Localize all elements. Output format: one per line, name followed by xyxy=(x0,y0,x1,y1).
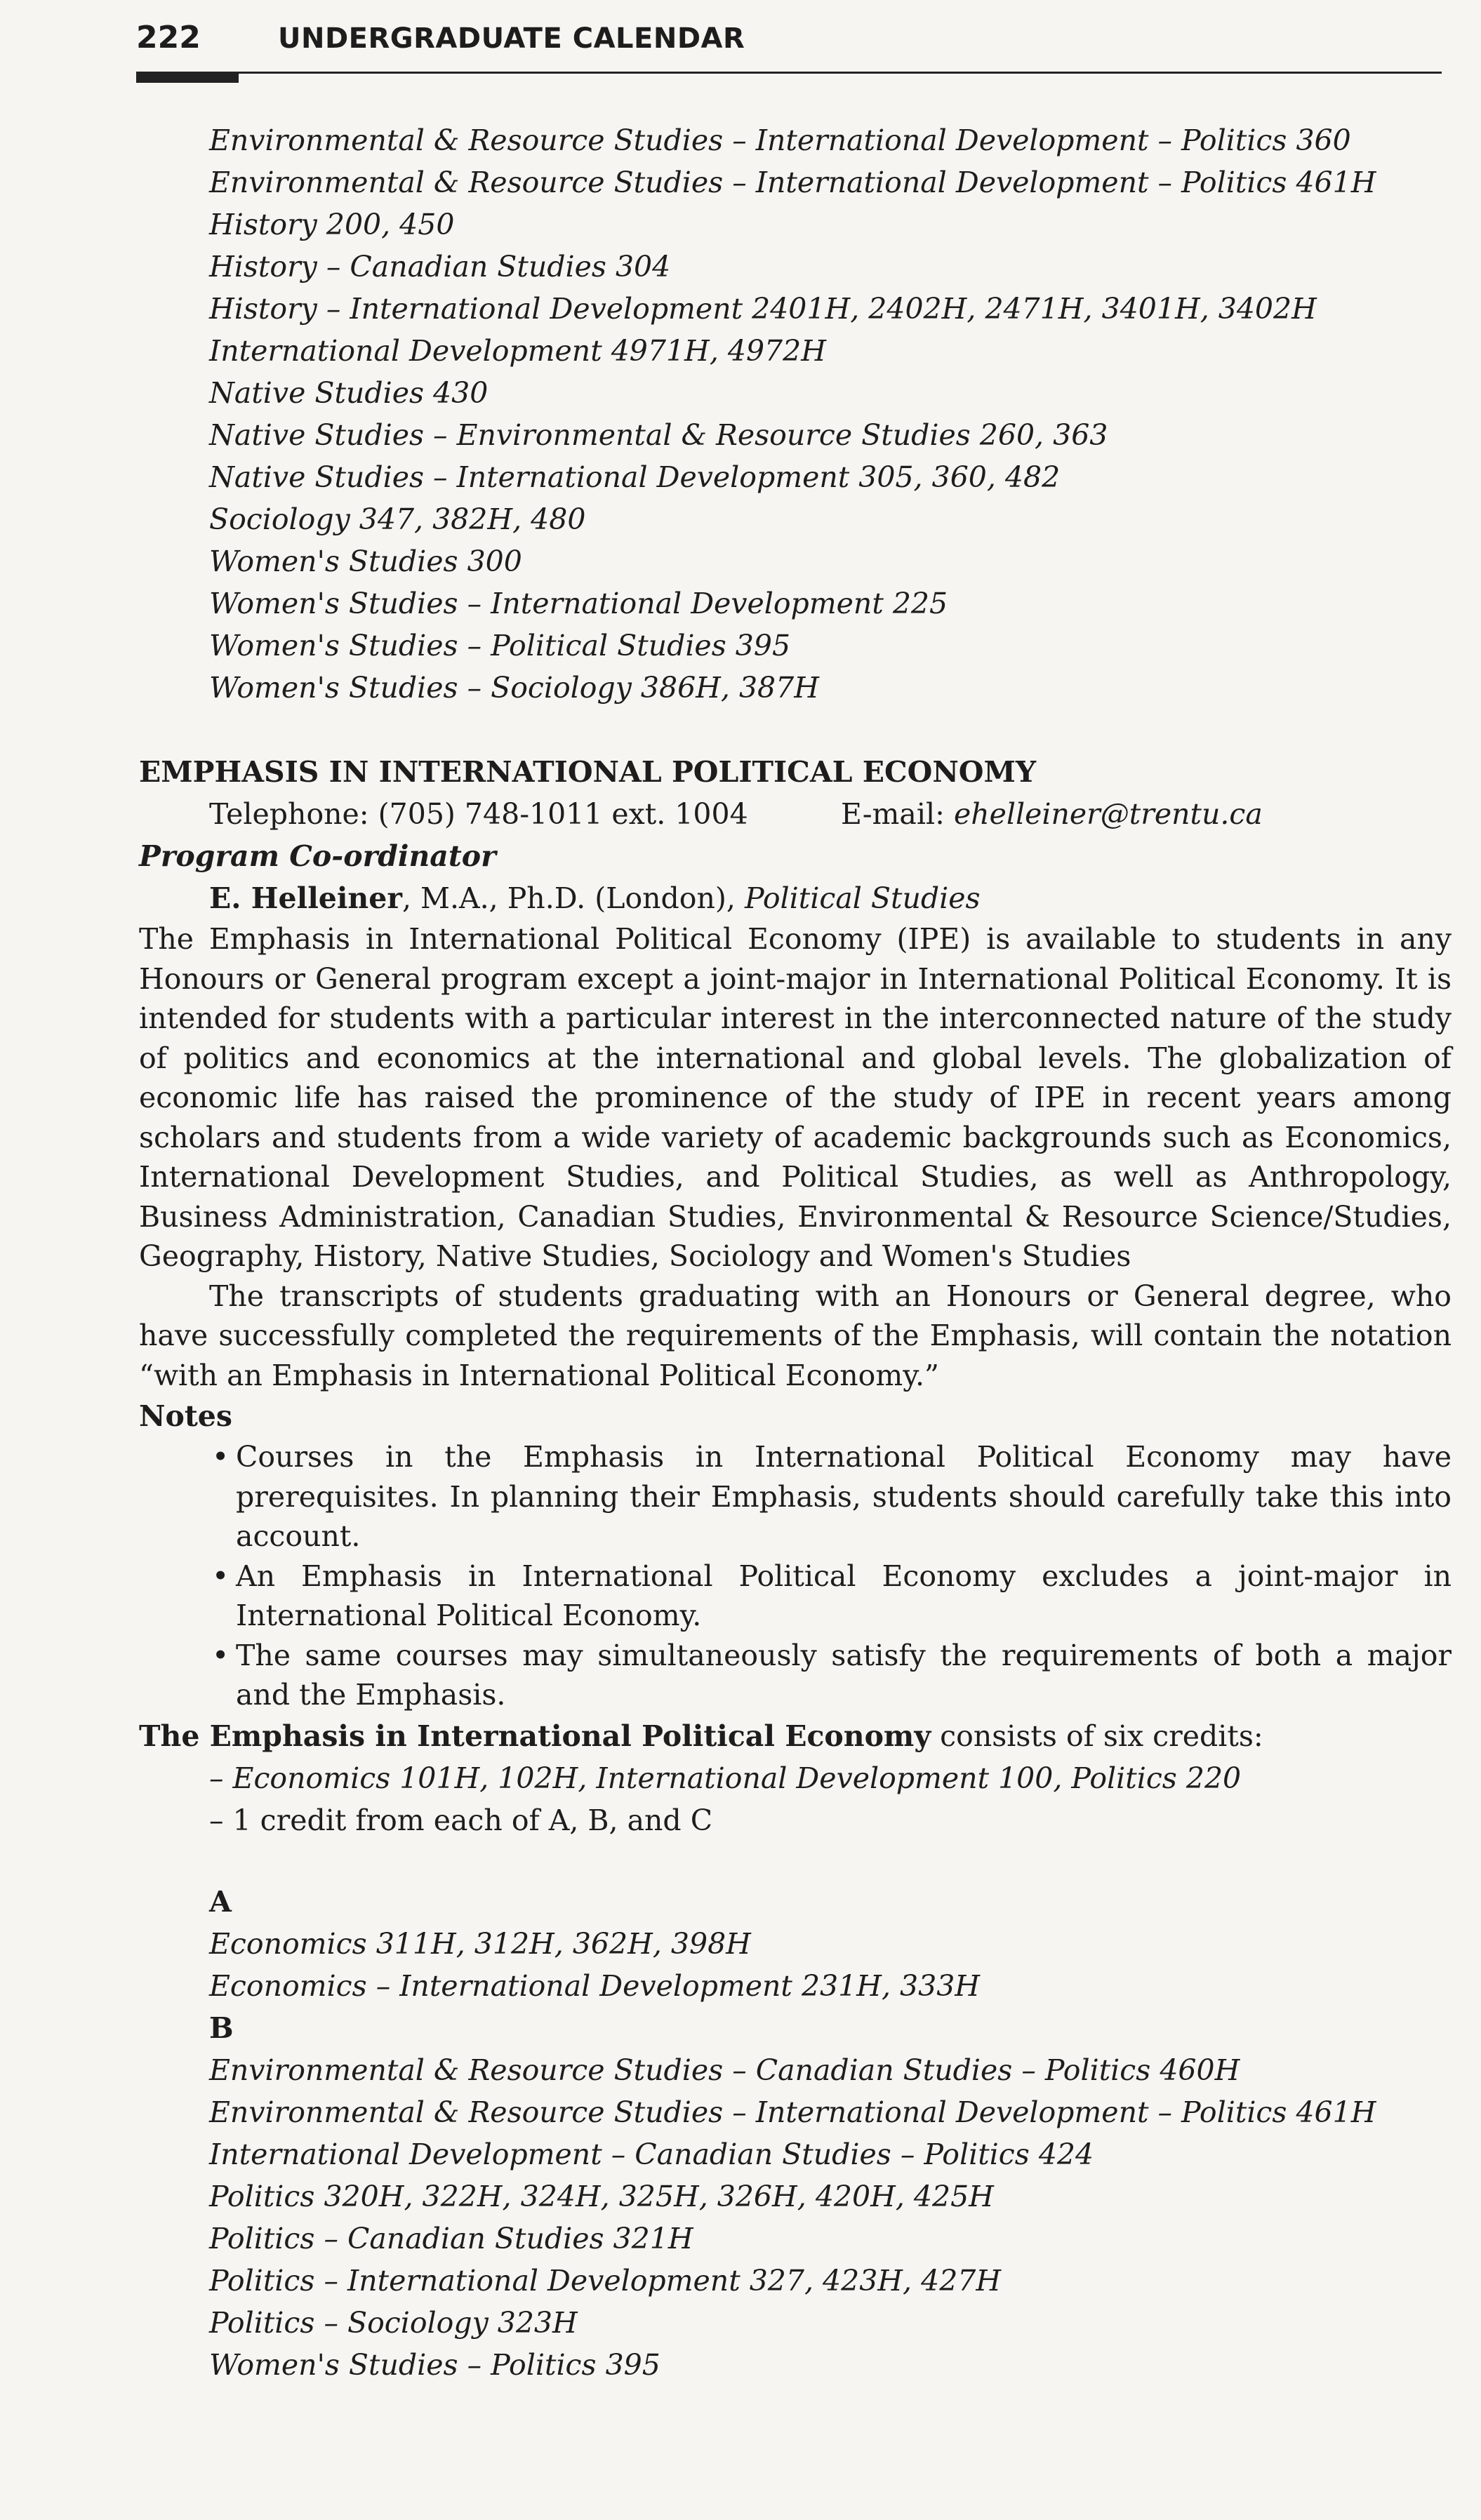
list-item: Economics – International Development 231H, 333H xyxy=(209,1968,981,2003)
requirement-1: – Economics 101H, 102H, International Development 100, Politics 220 xyxy=(209,1761,1242,1795)
group-a-label: A xyxy=(209,1884,232,1919)
note-item: • Courses in the Emphasis in International Political Economy may have prerequisites. In planning their Emphasis, students should carefully take this into account. xyxy=(212,1437,1452,1556)
list-item: Environmental & Resource Studies – International Development – Politics 461H xyxy=(209,2095,1376,2129)
note-item: • The same courses may simultaneously satisfy the requirements of both a major and the Emphasis. xyxy=(212,1636,1452,1715)
list-item: History – Canadian Studies 304 xyxy=(209,250,671,284)
coordinator-degrees: , M.A., Ph.D. (London), xyxy=(401,881,745,915)
list-item: Politics 320H, 322H, 324H, 325H, 326H, 420H, 425H xyxy=(209,2179,994,2213)
note-item: • An Emphasis in International Political Economy excludes a joint-major in International Political Economy. xyxy=(212,1556,1452,1636)
intro-paragraph: The Emphasis in International Political Economy (IPE) is available to students in any Honours or General program except a joint-major in International Political Economy. It is intended for students with a particular interest in the interconnected nature of the study of politics and economics at the international and global levels. The globalization of economic life has raised the prominence of the study of IPE in recent years among scholars and students from a wide variety of academic backgrounds such as Economics, International Development Studies, and Political Studies, as well as Anthropology, Business Administration, Canadian Studies, Environmental & Resource Science/Studies, Geography, History, Native Studies, Sociology and Women's Studies xyxy=(139,922,1452,1273)
list-item: Sociology 347, 382H, 480 xyxy=(209,502,586,536)
list-item: Native Studies – Environmental & Resource Studies 260, 363 xyxy=(209,418,1108,452)
header-rule-accent xyxy=(136,72,239,83)
requirement-2: – 1 credit from each of A, B, and C xyxy=(209,1803,713,1837)
transcript-paragraph: The transcripts of students graduating with an Honours or General degree, who have successfully completed the requirements of the Emphasis, will contain the notation “with an Emphasis in International Political Economy.” xyxy=(139,1279,1452,1392)
section-heading: EMPHASIS IN INTERNATIONAL POLITICAL ECONOMY xyxy=(139,755,1037,789)
group-b-label: B xyxy=(209,2011,234,2045)
email-label: E-mail: xyxy=(841,797,954,831)
notes-heading: Notes xyxy=(139,1399,232,1433)
list-item: Environmental & Resource Studies – Canadian Studies – Politics 460H xyxy=(209,2053,1240,2087)
coordinator-name: E. Helleiner xyxy=(209,881,402,915)
list-item: International Development 4971H, 4972H xyxy=(209,334,826,368)
coordinator-heading: Program Co-ordinator xyxy=(139,839,496,873)
coordinator-dept: Political Studies xyxy=(744,881,981,915)
page-number: 222 xyxy=(136,20,201,55)
list-item: Women's Studies – Sociology 386H, 387H xyxy=(209,671,819,705)
list-item: Women's Studies – Political Studies 395 xyxy=(209,629,791,662)
consists-bold: The Emphasis in International Political Economy xyxy=(139,1719,931,1753)
header-rule xyxy=(136,72,1442,74)
list-item: Politics – International Development 327, 423H, 427H xyxy=(209,2263,1002,2298)
spacer xyxy=(139,709,1452,751)
notes-list xyxy=(139,1437,1452,1715)
list-item: History – International Development 2401H, 2402H, 2471H, 3401H, 3402H xyxy=(209,292,1317,326)
list-item: Politics – Sociology 323H xyxy=(209,2305,578,2340)
bullet-icon: • xyxy=(212,1559,230,1593)
consists-line xyxy=(139,1715,1452,1757)
telephone: Telephone: (705) 748-1011 ext. 1004 xyxy=(209,797,748,831)
list-item: Environmental & Resource Studies – International Development – Politics 360 xyxy=(209,124,1351,157)
list-item: Native Studies 430 xyxy=(209,376,489,410)
list-item: Women's Studies 300 xyxy=(209,545,522,578)
list-item: Politics – Canadian Studies 321H xyxy=(209,2221,693,2255)
list-item: International Development – Canadian Studies – Politics 424 xyxy=(209,2137,1094,2171)
contact-line xyxy=(139,793,1452,835)
email-block xyxy=(841,793,1263,835)
course-list-top xyxy=(139,119,1452,709)
page-content xyxy=(139,119,1452,2386)
consists-rest: consists of six credits: xyxy=(931,1719,1263,1753)
bullet-icon: • xyxy=(212,1440,230,1474)
list-item: Native Studies – International Development 305, 360, 482 xyxy=(209,460,1061,494)
list-item: History 200, 450 xyxy=(209,208,455,241)
list-item: Women's Studies – Politics 395 xyxy=(209,2347,660,2382)
list-item: Environmental & Resource Studies – International Development – Politics 461H xyxy=(209,166,1376,199)
running-title: UNDERGRADUATE CALENDAR xyxy=(278,22,745,55)
coordinator-line xyxy=(139,877,1452,919)
bullet-icon: • xyxy=(212,1638,230,1672)
list-item: Economics 311H, 312H, 362H, 398H xyxy=(209,1926,751,1961)
spacer xyxy=(139,1841,1452,1881)
list-item: Women's Studies – International Development 225 xyxy=(209,587,948,620)
email-link[interactable]: ehelleiner@trentu.ca xyxy=(953,797,1263,831)
